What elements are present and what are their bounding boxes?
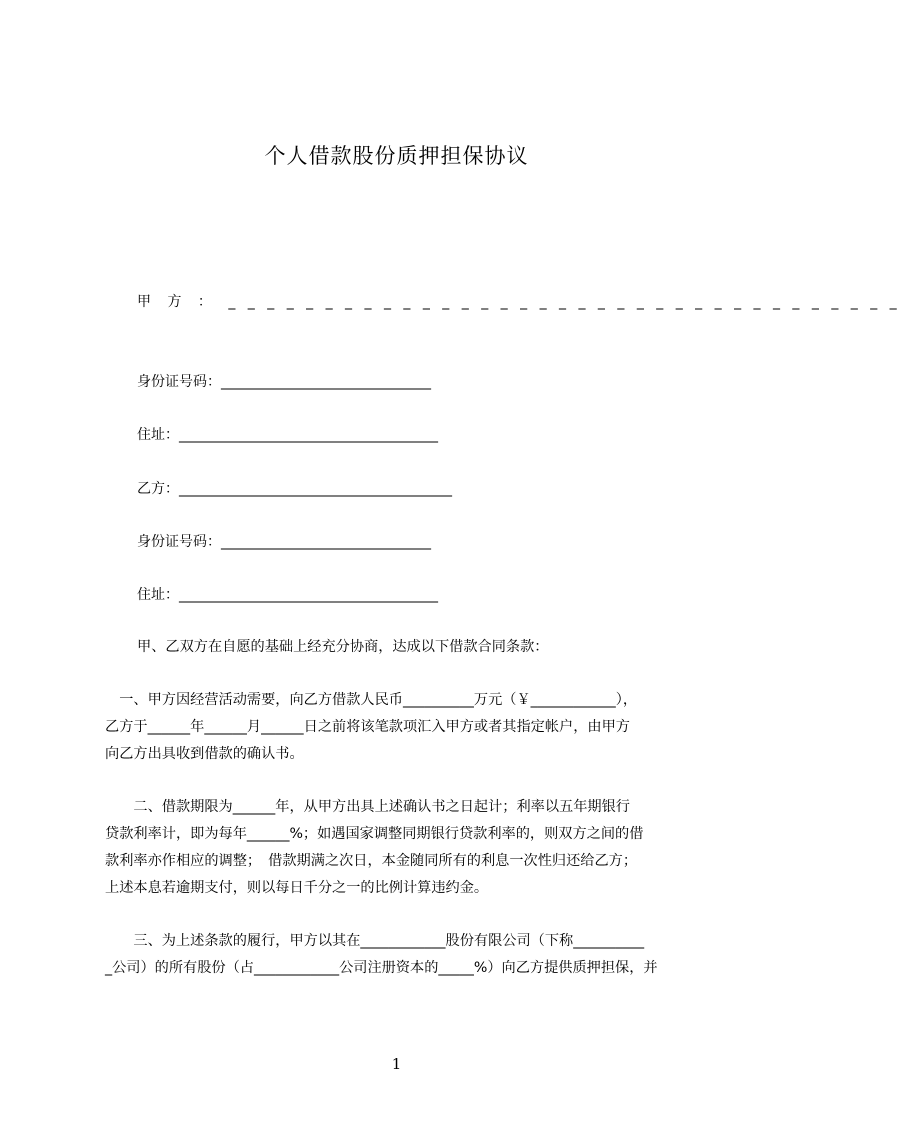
party-b-id-label: 身份证号码： bbox=[137, 534, 221, 550]
clause-3-line: 三、为上述条款的履行，甲方以其在____________股份有限公司（下称__________ bbox=[105, 933, 645, 949]
party-a-blank: _ _ _ _ _ _ _ _ _ _ _ _ _ _ _ _ _ _ _ _ _ _ _ _ _ _ _ _ _ _ _ _ _ _ _ bbox=[228, 294, 901, 310]
agreement-intro: 甲、乙双方在自愿的基础上经充分协商，达成以下借款合同条款： bbox=[137, 639, 549, 655]
party-b-address-label: 住址： bbox=[137, 587, 179, 603]
party-b-blank: _______________________________________ bbox=[179, 481, 452, 497]
party-a-id-label: 身份证号码： bbox=[137, 374, 221, 390]
clause-2-line: 款利率亦作相应的调整； 借款期满之次日，本金随同所有的利息一次性归还给乙方； bbox=[105, 853, 638, 869]
clause-2 bbox=[105, 794, 705, 902]
party-a-id-field bbox=[137, 372, 431, 392]
party-b-id-field bbox=[137, 532, 431, 552]
clause-2-line: 贷款利率计，即为每年______%；如遇国家调整同期银行贷款利率的，则双方之间的借 bbox=[105, 826, 644, 842]
clause-3-line: _公司）的所有股份（占____________公司注册资本的_____%）向乙方提供质押担保，并 bbox=[105, 960, 658, 976]
clause-2-line: 上述本息若逾期支付，则以每日千分之一的比例计算违约金。 bbox=[105, 880, 489, 896]
document-title: 个人借款股份质押担保协议 bbox=[264, 144, 529, 168]
party-a-address-label: 住址： bbox=[137, 427, 179, 443]
clause-3 bbox=[105, 928, 705, 982]
clause-1 bbox=[105, 687, 705, 768]
page-number: 1 bbox=[391, 1055, 402, 1073]
party-a-address-blank: _____________________________________ bbox=[179, 427, 438, 443]
party-a-label: 甲 方 ： bbox=[137, 294, 218, 310]
party-b-address-field bbox=[137, 585, 438, 605]
party-b-label: 乙方： bbox=[137, 481, 179, 497]
clause-1-line: 一、甲方因经营活动需要，向乙方借款人民币__________万元（￥____________）， bbox=[105, 692, 638, 708]
party-a-address-field bbox=[137, 425, 438, 445]
party-a-field bbox=[137, 292, 901, 312]
party-b-address-blank: _____________________________________ bbox=[179, 587, 438, 603]
clause-2-line: 二、借款期限为______年，从甲方出具上述确认书之日起计；利率以五年期银行 bbox=[105, 799, 630, 815]
party-b-id-blank: ______________________________ bbox=[221, 534, 431, 550]
party-a-id-blank: ______________________________ bbox=[221, 374, 431, 390]
clause-1-line: 乙方于______年______月______日之前将该笔款项汇入甲方或者其指定帐户，由甲方 bbox=[105, 719, 630, 735]
party-b-field bbox=[137, 479, 452, 499]
clause-1-line: 向乙方出具收到借款的确认书。 bbox=[105, 746, 304, 762]
